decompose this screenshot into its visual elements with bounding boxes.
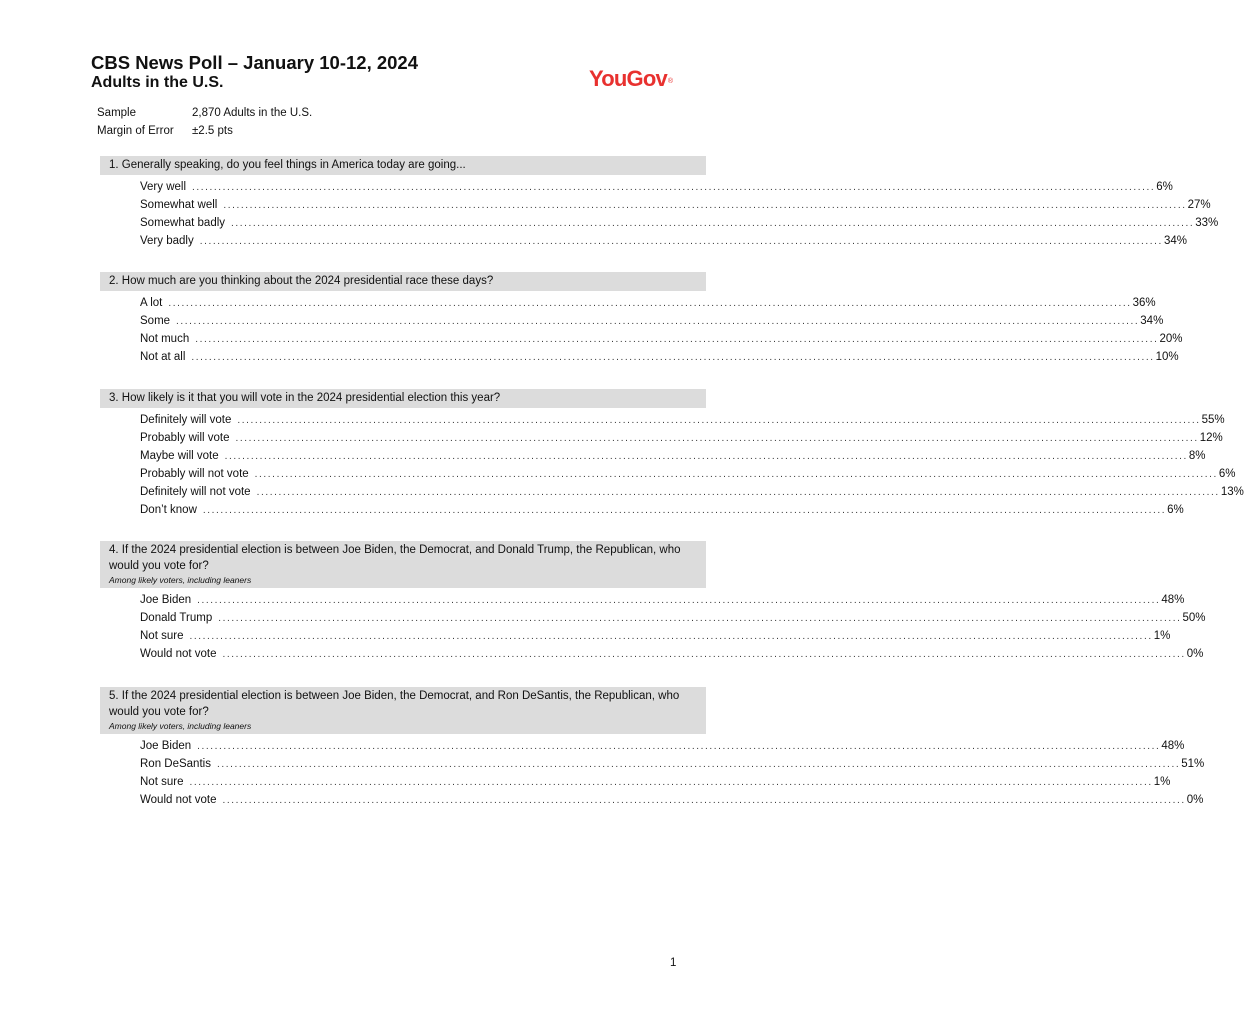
question-header — [100, 272, 706, 291]
answer-label: Definitely will vote — [140, 414, 232, 426]
answer-list — [140, 591, 1206, 663]
dot-leader: ............................................................................................................................................................................................................................ — [191, 352, 1155, 363]
answer-label: Donald Trump — [140, 612, 213, 624]
answer-list — [140, 411, 1244, 519]
answer-value: 6% — [1167, 504, 1184, 516]
answer-value: 0% — [1186, 794, 1204, 806]
answer-value: 55% — [1201, 414, 1225, 426]
question-1 — [100, 156, 1219, 250]
answer-label: Somewhat badly — [140, 217, 226, 229]
answer-value: 10% — [1155, 351, 1179, 363]
question-note: Among likely voters, including leaners — [109, 575, 252, 585]
dot-leader: ............................................................................................................................................................................................................................ — [223, 200, 1187, 211]
answer-label: Maybe will vote — [140, 450, 219, 462]
yougov-logo — [589, 65, 672, 93]
question-text: 3. How likely is it that you will vote in the 2024 presidential election this year? — [109, 392, 501, 404]
dot-leader: ............................................................................................................................................................................................................................ — [254, 469, 1218, 480]
registered-mark: ® — [667, 78, 673, 85]
answer-row — [140, 196, 1211, 214]
question-text: 1. Generally speaking, do you feel things in America today are going... — [109, 159, 466, 171]
dot-leader: ............................................................................................................................................................................................................................ — [197, 595, 1161, 606]
margin-of-error-value: ±2.5 pts — [192, 125, 233, 137]
answer-list — [140, 178, 1219, 250]
dot-leader: ............................................................................................................................................................................................................................ — [218, 613, 1182, 624]
dot-leader: ............................................................................................................................................................................................................................ — [231, 218, 1195, 229]
answer-label: A lot — [140, 297, 163, 309]
dot-leader: ............................................................................................................................................................................................................................ — [195, 334, 1159, 345]
answer-label: Ron DeSantis — [140, 758, 211, 770]
dot-leader: ............................................................................................................................................................................................................................ — [256, 487, 1220, 498]
dot-leader: ............................................................................................................................................................................................................................ — [176, 316, 1140, 327]
answer-label: Joe Biden — [140, 594, 192, 606]
answer-row — [140, 465, 1236, 483]
question-text: 5. If the 2024 presidential election is between Joe Biden, the Democrat, and Ron DeSantis, the Republican, who would you vote for? — [109, 690, 680, 718]
margin-of-error-label: Margin of Error — [97, 125, 174, 137]
logo-text: YouGov — [589, 66, 667, 91]
answer-value: 50% — [1182, 612, 1206, 624]
sample-label: Sample — [97, 107, 136, 119]
answer-value: 1% — [1153, 776, 1171, 788]
answer-value: 34% — [1163, 235, 1187, 247]
sample-row — [97, 104, 312, 122]
answer-row — [140, 447, 1206, 465]
answer-value: 27% — [1187, 199, 1211, 211]
answer-value: 6% — [1218, 468, 1236, 480]
page-subtitle: Adults in the U.S. — [91, 74, 224, 91]
answer-value: 48% — [1161, 740, 1185, 752]
dot-leader: ............................................................................................................................................................................................................................ — [222, 649, 1186, 660]
answer-value: 33% — [1195, 217, 1219, 229]
answer-row — [140, 411, 1225, 429]
answer-value: 1% — [1153, 630, 1171, 642]
answer-label: Joe Biden — [140, 740, 192, 752]
dot-leader: ............................................................................................................................................................................................................................ — [199, 236, 1163, 247]
answer-row — [140, 609, 1206, 627]
answer-label: Probably will vote — [140, 432, 230, 444]
dot-leader: ............................................................................................................................................................................................................................ — [237, 415, 1201, 426]
sample-info — [97, 104, 312, 140]
answer-row — [140, 232, 1187, 250]
answer-row — [140, 627, 1171, 645]
question-note: Among likely voters, including leaners — [109, 721, 252, 731]
dot-leader: ............................................................................................................................................................................................................................ — [192, 182, 1156, 193]
answer-row — [140, 645, 1204, 663]
answer-label: Somewhat well — [140, 199, 218, 211]
answer-row — [140, 791, 1204, 809]
answer-value: 48% — [1161, 594, 1185, 606]
margin-of-error-row — [97, 122, 312, 140]
answer-list — [140, 737, 1205, 809]
page-number: 1 — [670, 957, 677, 969]
answer-label: Not sure — [140, 776, 184, 788]
sample-value: 2,870 Adults in the U.S. — [192, 107, 313, 119]
dot-leader: ............................................................................................................................................................................................................................ — [197, 741, 1161, 752]
answer-row — [140, 214, 1219, 232]
answer-label: Very well — [140, 181, 187, 193]
question-2 — [100, 272, 1183, 366]
answer-label: Would not vote — [140, 648, 217, 660]
answer-label: Not at all — [140, 351, 186, 363]
answer-value: 20% — [1159, 333, 1183, 345]
answer-row — [140, 483, 1244, 501]
answer-row — [140, 591, 1185, 609]
answer-value: 12% — [1199, 432, 1223, 444]
answer-value: 34% — [1140, 315, 1164, 327]
answer-label: Some — [140, 315, 171, 327]
dot-leader: ............................................................................................................................................................................................................................ — [235, 433, 1199, 444]
answer-value: 36% — [1132, 297, 1156, 309]
dot-leader: ............................................................................................................................................................................................................................ — [189, 631, 1153, 642]
answer-label: Not sure — [140, 630, 184, 642]
question-text: 4. If the 2024 presidential election is between Joe Biden, the Democrat, and Donald Trump, the Republican, who would you vote for? — [109, 544, 681, 572]
dot-leader: ............................................................................................................................................................................................................................ — [168, 298, 1132, 309]
question-5 — [100, 687, 1205, 809]
answer-label: Would not vote — [140, 794, 217, 806]
answer-label: Definitely will not vote — [140, 486, 251, 498]
answer-row — [140, 429, 1223, 447]
answer-row — [140, 348, 1179, 366]
answer-value: 13% — [1220, 486, 1244, 498]
answer-label: Not much — [140, 333, 190, 345]
dot-leader: ............................................................................................................................................................................................................................ — [222, 795, 1186, 806]
question-header — [100, 156, 706, 175]
answer-list — [140, 294, 1183, 366]
question-header — [100, 541, 706, 588]
question-text: 2. How much are you thinking about the 2024 presidential race these days? — [109, 275, 494, 287]
page-title: CBS News Poll – January 10-12, 2024 — [91, 52, 419, 73]
answer-value: 6% — [1156, 181, 1173, 193]
answer-row — [140, 501, 1184, 519]
answer-row — [140, 312, 1164, 330]
answer-label: Very badly — [140, 235, 194, 247]
answer-value: 0% — [1186, 648, 1204, 660]
answer-row — [140, 330, 1183, 348]
answer-label: Don’t know — [140, 504, 197, 516]
answer-value: 8% — [1188, 450, 1206, 462]
answer-row — [140, 294, 1156, 312]
answer-row — [140, 773, 1171, 791]
question-4 — [100, 541, 1206, 663]
answer-row — [140, 178, 1173, 196]
dot-leader: ............................................................................................................................................................................................................................ — [216, 759, 1181, 770]
answer-value: 51% — [1181, 758, 1205, 770]
answer-row — [140, 737, 1185, 755]
answer-label: Probably will not vote — [140, 468, 249, 480]
question-header — [100, 687, 706, 734]
dot-leader: ............................................................................................................................................................................................................................ — [224, 451, 1188, 462]
question-3 — [100, 389, 1244, 519]
dot-leader: ............................................................................................................................................................................................................................ — [202, 505, 1167, 516]
dot-leader: ............................................................................................................................................................................................................................ — [189, 777, 1153, 788]
question-header — [100, 389, 706, 408]
answer-row — [140, 755, 1205, 773]
